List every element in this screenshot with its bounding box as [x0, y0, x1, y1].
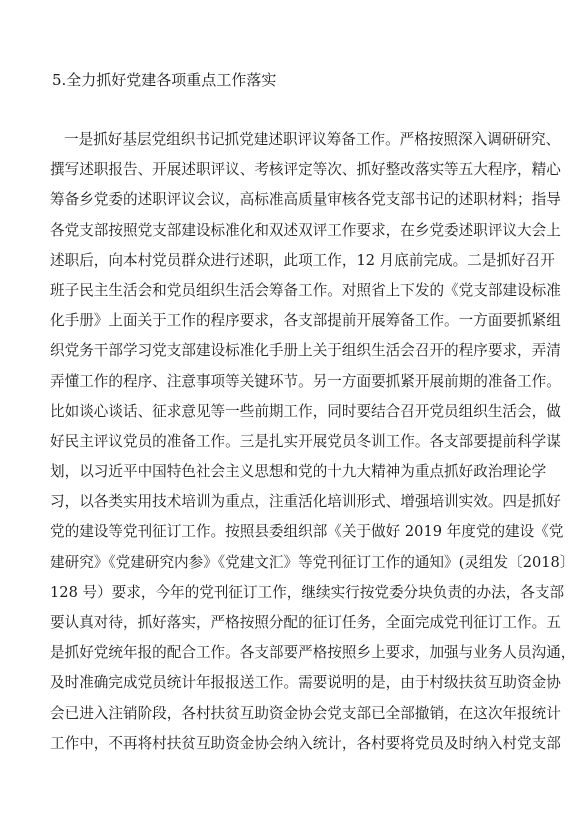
paragraph-line: 化手册》上面关于工作的程序要求，各支部提前开展筹备工作。一方面要抓紧组 — [50, 312, 561, 330]
paragraph-line: 撰写述职报告、开展述职评议、考核评定等次、抓好整改落实等五大程序，精心 — [50, 161, 561, 179]
section-heading: 5.全力抓好党建各项重点工作落实 — [52, 71, 277, 89]
paragraph-line: 好民主评议党员的准备工作。三是扎实开展党员冬训工作。各支部要提前科学谋 — [50, 432, 561, 450]
paragraph-line: 织党务干部学习党支部建设标准化手册上关于组织生活会召开的程序要求，弄清 — [50, 342, 561, 360]
paragraph-line: 弄懂工作的程序、注意事项等关键环节。另一方面要抓紧开展前期的准备工作。 — [50, 372, 561, 390]
paragraph-line: 筹备乡党委的述职评议会议，高标准高质量审核各党支部书记的述职材料；指导 — [50, 191, 561, 209]
paragraph-line: 是抓好党统年报的配合工作。各支部要严格按照乡上要求，加强与业务人员沟通， — [50, 644, 576, 662]
paragraph-line: 128 号）要求，今年的党刊征订工作，继续实行按党委分块负责的办法，各支部 — [50, 583, 565, 601]
paragraph-line: 要认真对待，抓好落实，严格按照分配的征订任务，全面完成党刊征订工作。五 — [50, 614, 561, 631]
paragraph-line: 比如谈心谈话、征求意见等一些前期工作，同时要结合召开党员组织生活会，做 — [50, 402, 561, 420]
paragraph-line: 及时准确完成党员统计年报报送工作。需要说明的是，由于村级扶贫互助资金协 — [50, 674, 561, 692]
paragraph-line: 党的建设等党刊征订工作。按照县委组织部《关于做好 2019 年度党的建设《党 — [50, 523, 564, 541]
paragraph-line: 班子民主生活会和党员组织生活会筹备工作。对照省上下发的《党支部建设标准 — [50, 281, 561, 299]
paragraph-line: 述职后，向本村党员群众进行述职，此项工作，12 月底前完成。二是抓好召开 — [50, 251, 555, 269]
body-paragraph — [50, 125, 576, 759]
paragraph-line: 建研究》《党建研究内参》《党建文汇》等党刊征订工作的通知》(灵组发〔2018〕 — [50, 553, 575, 571]
paragraph-line: 习，以各类实用技术培训为重点，注重活化培训形式、增强培训实效。四是抓好 — [50, 493, 561, 511]
paragraph-line: 工作中，不再将村扶贫互助资金协会纳入统计，各村要将党员及时纳入村党支部 — [50, 734, 561, 752]
paragraph-line: 划，以习近平中国特色社会主义思想和党的十九大精神为重点抓好政治理论学 — [50, 463, 547, 481]
paragraph-line: 一是抓好基层党组织书记抓党建述职评议筹备工作。严格按照深入调研研究、 — [64, 131, 561, 148]
paragraph-line: 会已进入注销阶段，各村扶贫互助资金协会党支部已全部撤销，在这次年报统计 — [50, 704, 561, 722]
paragraph-line: 各党支部按照党支部建设标准化和双述双评工作要求，在乡党委述职评议大会上 — [50, 221, 561, 239]
